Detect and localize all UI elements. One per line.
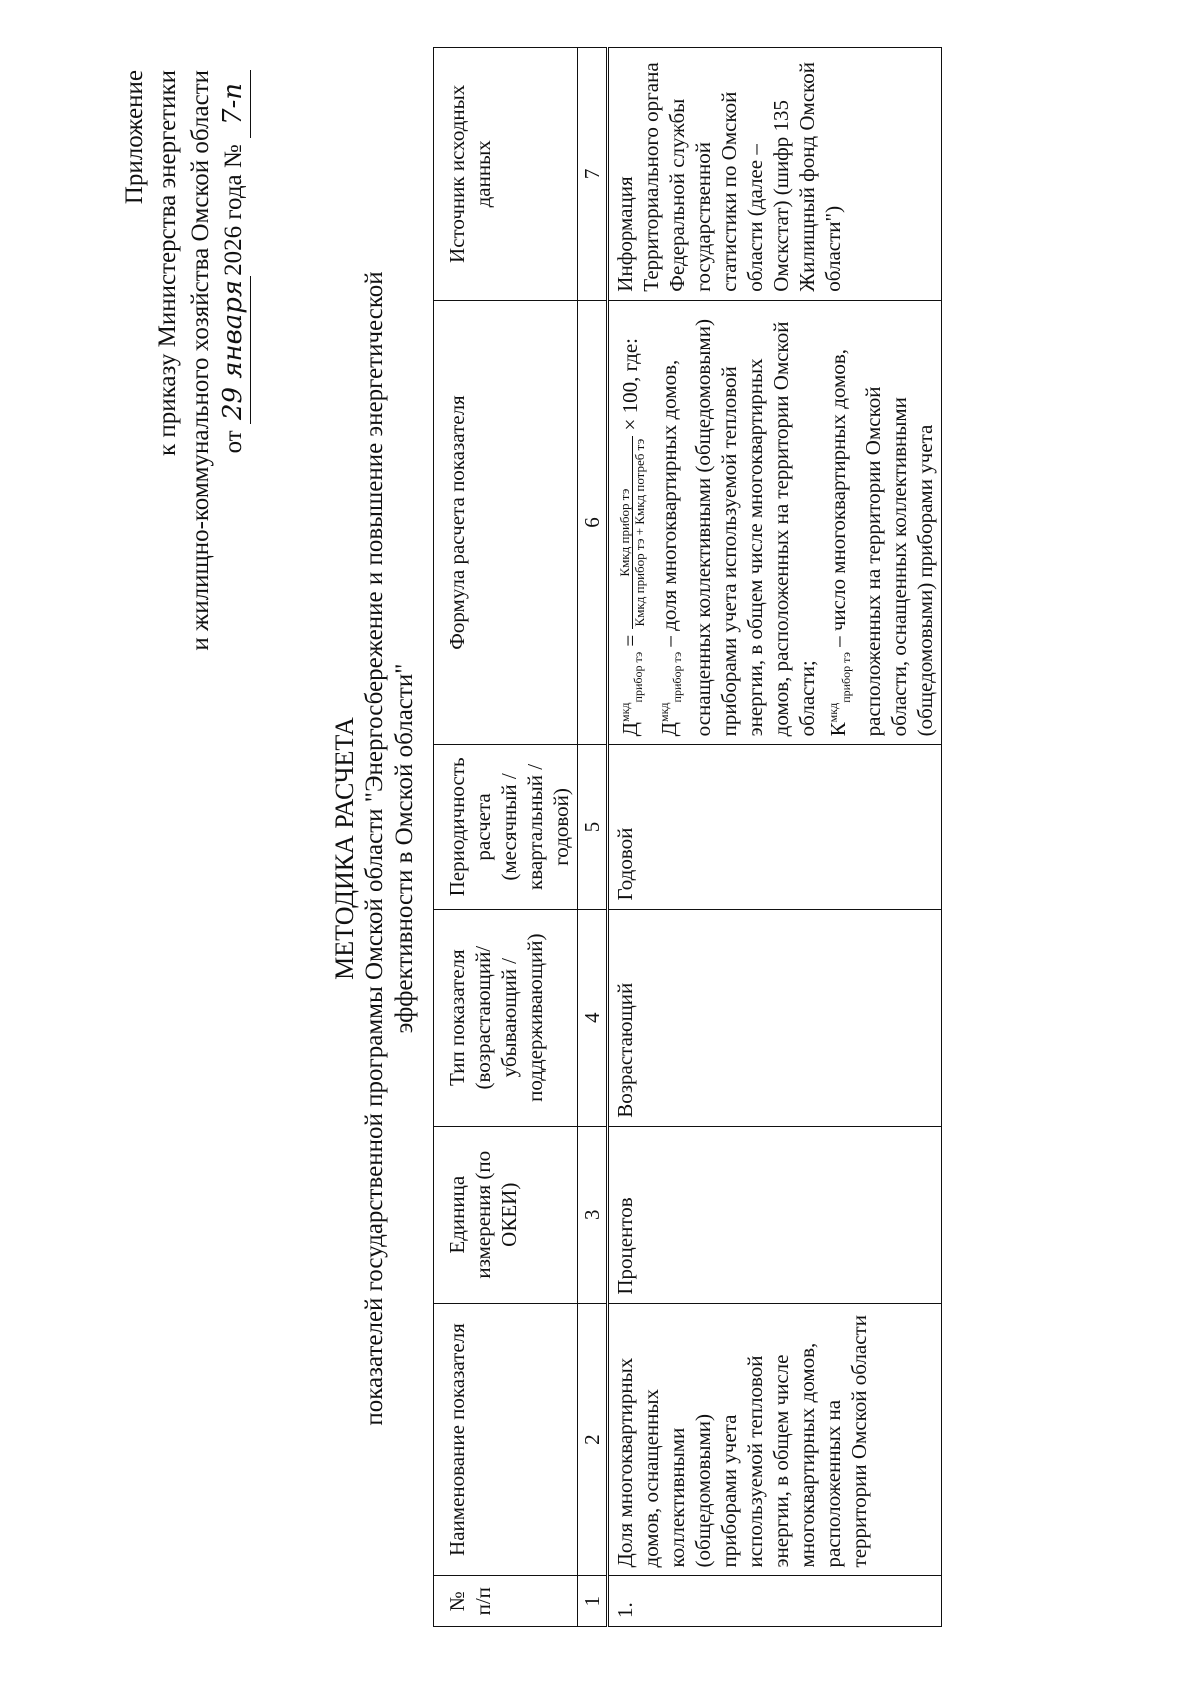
indicator-type: Возрастающий xyxy=(608,909,942,1126)
table-header-row xyxy=(434,48,578,1627)
indicator-formula xyxy=(608,300,942,745)
appendix-ministry-line: и жилищно-коммунального хозяйства Омской области xyxy=(187,70,214,651)
appendix-date-line xyxy=(217,70,251,651)
formula-definition-k: $К^{мкд}_{прибор тэ}$ – число многоквартирных домов, расположенных на территории Омской области, оснащенных коллективными (общедомовыми) приборами учета xyxy=(826,349,937,737)
title-main: МЕТОДИКА РАСЧЕТА xyxy=(330,717,359,980)
formula-definition-d: $Д^{мкд}_{прибор тэ}$ – доля многоквартирных домов, оснащенных коллективными (общедомовыми) приборами учета используемой тепловой энергии, в общем числе многоквартирных домов, расположенных на территории Омской области; xyxy=(657,319,820,737)
indicator-source: Информация Территориального органа Федеральной службы государственной статистики по Омской области (далее – Омскстат) (шифр 135 Жилищный фонд Омской области") xyxy=(608,48,942,301)
column-number: 4 xyxy=(578,909,608,1126)
header-cell-type: Тип показателя (возрастающий/ убывающий / поддерживающий) xyxy=(434,909,578,1126)
header-cell-unit: Единица измерения (по ОКЕИ) xyxy=(434,1126,578,1303)
date-year: 2026 года № xyxy=(220,144,247,276)
appendix-order-line: к приказу Министерства энергетики xyxy=(154,70,181,456)
header-cell-period: Периодичность расчета (месячный / квартальный / годовой) xyxy=(434,745,578,909)
handwritten-number: 7-п xyxy=(217,70,251,138)
title-subtitle-2: эффективности в Омской области" xyxy=(391,663,418,1034)
indicator-period: Годовой xyxy=(608,745,942,909)
column-number: 3 xyxy=(578,1126,608,1303)
title-subtitle-1: показателей государственной программы Омской области "Энергосбережение и повышение энергетической xyxy=(361,271,388,1426)
document-title xyxy=(330,0,420,1697)
header-cell-name: Наименование показателя xyxy=(434,1303,578,1576)
appendix-header xyxy=(118,70,251,651)
date-prefix: от xyxy=(220,430,247,454)
header-cell-formula: Формула расчета показателя xyxy=(434,300,578,745)
formula-equation: $Д^{мкд}_{прибор тэ}$ = Кмкд прибор тэ Кмкд прибор тэ + Кмкд потреб тэ × 100, где: xyxy=(616,338,647,737)
appendix-title: Приложение xyxy=(121,70,148,205)
formula-fraction: Кмкд прибор тэ Кмкд прибор тэ + Кмкд потреб тэ xyxy=(618,436,647,630)
column-number: 6 xyxy=(578,300,608,745)
indicator-name: Доля многоквартирных домов, оснащенных коллективными (общедомовыми) приборами учета используемой тепловой энергии, в общем числе многоквартирных домов, расположенных на территории Омской области xyxy=(608,1303,942,1576)
handwritten-date: 29 января xyxy=(217,276,251,424)
column-number: 5 xyxy=(578,745,608,909)
header-cell-source: Источник исходных данных xyxy=(434,48,578,301)
methodology-table xyxy=(433,47,942,1627)
column-number: 2 xyxy=(578,1303,608,1576)
table-row xyxy=(608,48,942,1627)
header-cell-num: № п/п xyxy=(434,1576,578,1627)
column-number: 1 xyxy=(578,1576,608,1627)
column-number-row xyxy=(578,48,608,1627)
indicator-unit: Процентов xyxy=(608,1126,942,1303)
row-number: 1. xyxy=(608,1576,942,1627)
column-number: 7 xyxy=(578,48,608,301)
